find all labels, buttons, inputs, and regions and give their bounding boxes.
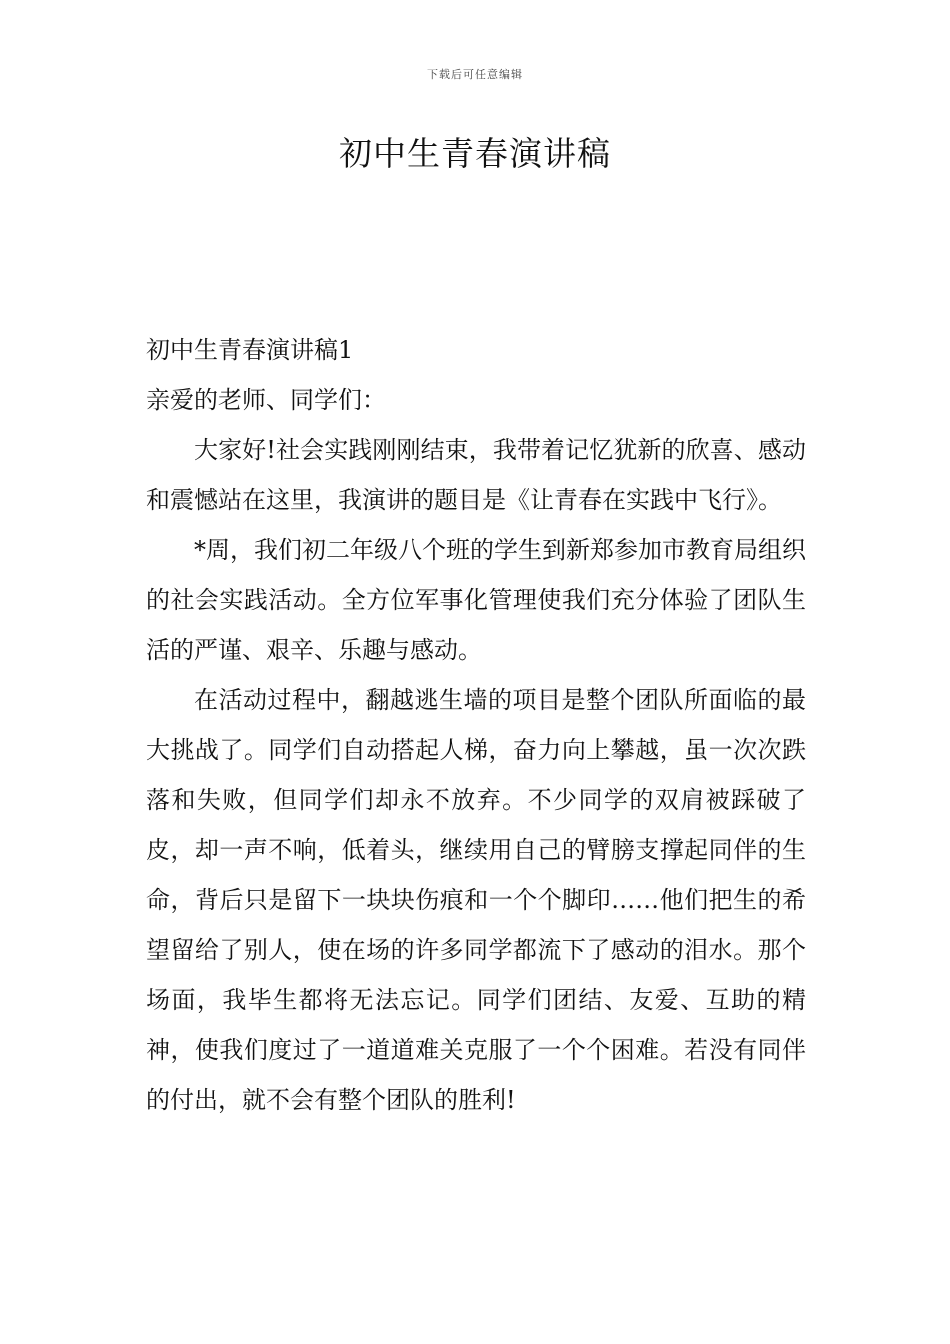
paragraph-3: 在活动过程中，翻越逃生墙的项目是整个团队所面临的最大挑战了。同学们自动搭起人梯，奋力向上攀越，虽一次次跌落和失败，但同学们却永不放弃。不少同学的双肩被踩破了皮，却一声不响，低着头，继续用自己的臂膀支撑起同伴的生命，背后只是留下一块块伤痕和一个个脚印……他们把生的希望留给了别人，使在场的许多同学都流下了感动的泪水。那个场面，我毕生都将无法忘记。同学们团结、友爱、互助的精神，使我们度过了一道道难关克服了一个个困难。若没有同伴的付出，就不会有整个团队的胜利!: [146, 686, 806, 1114]
document-title: 初中生青春演讲稿: [339, 134, 611, 173]
paragraph-1: 大家好!社会实践刚刚结束，我带着记忆犹新的欣喜、感动和震憾站在这里，我演讲的题目是《让青春在实践中飞行》。: [146, 436, 806, 514]
section-heading: 初中生青春演讲稿1: [146, 336, 354, 364]
header-note: 下载后可任意编辑: [427, 68, 523, 81]
salutation: 亲爱的老师、同学们：: [146, 386, 386, 414]
document-body: [146, 325, 806, 1125]
paragraph-2: *周，我们初二年级八个班的学生到新郑参加市教育局组织的社会实践活动。全方位军事化管理使我们充分体验了团队生活的严谨、艰辛、乐趣与感动。: [146, 536, 806, 664]
